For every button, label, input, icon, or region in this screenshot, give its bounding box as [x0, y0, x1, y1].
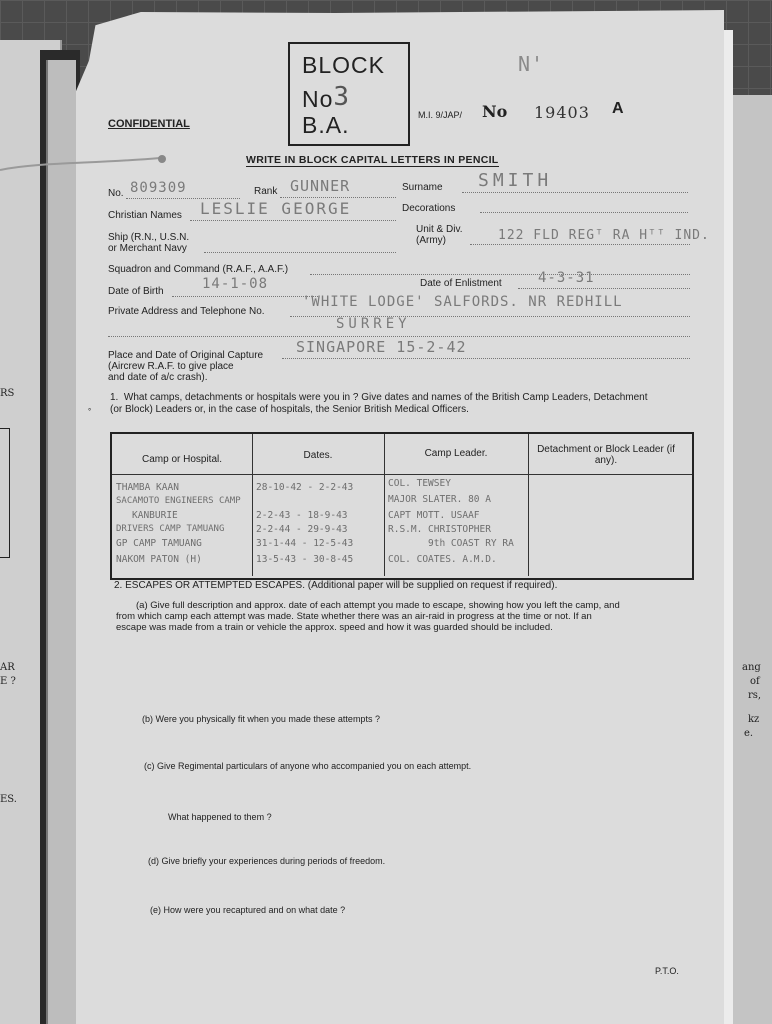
- q1-text-2: (or Block) Leaders or, in the case of hospitals, the Senior British Medical Officers.: [110, 404, 469, 415]
- christian-names-line: [190, 220, 396, 221]
- q2d-text: (d) Give briefly your experiences during periods of freedom.: [148, 856, 386, 866]
- right-margin-text: ang: [742, 662, 761, 673]
- table-row: DRIVERS CAMP TAMUANG: [116, 524, 225, 534]
- date-of-birth-value: 14-1-08: [202, 276, 269, 292]
- address-line-2: [108, 336, 690, 337]
- service-no-label: No.: [108, 188, 124, 199]
- table-row: THAMBA KAAN: [116, 482, 179, 493]
- table-row: GP CAMP TAMUANG: [116, 538, 202, 549]
- q1-bullet: °: [88, 407, 92, 416]
- q2a-text-3: escape was made from a train or vehicle the approx. speed and how it was guarded should be included.: [116, 622, 553, 633]
- ship-label-2: or Merchant Navy: [108, 243, 187, 254]
- table-cell-leader: 9th COAST RY RA: [428, 538, 514, 549]
- left-page-table-edge: [0, 428, 10, 558]
- table-cell-dates: 2-2-44 - 29-9-43: [256, 524, 348, 535]
- surname-line: [462, 192, 688, 193]
- right-margin-text: of: [750, 676, 760, 687]
- unit-value: 122 FLD REGᵀ RA Hᵀᵀ IND.: [498, 228, 710, 243]
- capture-label: Place and Date of Original Capture: [108, 350, 264, 361]
- table-row: SACAMOTO ENGINEERS CAMP: [116, 496, 241, 506]
- camps-table: [110, 432, 694, 580]
- block-stamp: [288, 42, 410, 146]
- instruction-heading: WRITE IN BLOCK CAPITAL LETTERS IN PENCIL: [246, 154, 499, 166]
- unit-line: [470, 244, 690, 245]
- q2a-text-2: from which camp each attempt was made. State whether there was an air-raid in progress at the time or not. If an: [116, 611, 592, 622]
- rank-line: [280, 197, 396, 198]
- rank-label: Rank: [254, 186, 278, 197]
- right-margin-text: kz: [748, 714, 760, 725]
- ship-label: Ship (R.N., U.S.N.: [108, 232, 190, 243]
- pto-label: P.T.O.: [655, 966, 679, 976]
- table-cell-dates: 13-5-43 - 30-8-45: [256, 554, 354, 565]
- form-reference: M.I. 9/JAP/: [418, 110, 463, 120]
- table-cell-leader: COL. COATES. A.M.D.: [388, 554, 497, 565]
- table-cell-dates: 31-1-44 - 12-5-43: [256, 538, 354, 549]
- left-margin-text: AR: [0, 662, 15, 673]
- table-cell-dates: 2-2-43 - 18-9-43: [256, 510, 348, 521]
- ship-line: [204, 252, 396, 253]
- rank-value: GUNNER: [290, 177, 351, 195]
- header-camp: Camp or Hospital.: [141, 454, 223, 465]
- table-row: KANBURIE: [132, 510, 178, 521]
- squadron-line: [310, 274, 690, 275]
- christian-names-value: LESLIE GEORGE: [200, 199, 352, 218]
- classification: CONFIDENTIAL: [108, 118, 190, 130]
- header-dates: Dates.: [303, 450, 333, 461]
- stamp-block-label: BLOCK: [302, 52, 385, 78]
- decorations-label: Decorations: [402, 203, 456, 214]
- address-label: Private Address and Telephone No.: [108, 306, 265, 317]
- date-of-birth-line: [172, 296, 318, 297]
- decorations-line: [480, 212, 688, 213]
- form-suffix: A: [612, 100, 624, 117]
- surname-value: SMITH: [478, 170, 553, 191]
- number-label: No: [482, 102, 508, 121]
- unit-label: Unit & Div.: [416, 224, 463, 235]
- stamp-ba-label: B.A.: [302, 112, 350, 138]
- handwritten-top-note: N': [518, 52, 545, 76]
- string-tie-icon: [0, 150, 180, 180]
- service-no-value: 809309: [130, 180, 187, 196]
- enlistment-line: [518, 288, 690, 289]
- q2-heading: 2. ESCAPES OR ATTEMPTED ESCAPES. (Additional paper will be supplied on request if required).: [114, 580, 558, 591]
- table-cell-leader: R.S.M. CHRISTOPHER: [388, 524, 491, 535]
- form-number: 19403: [534, 103, 590, 122]
- left-margin-text: ES.: [0, 794, 17, 805]
- header-camp-leader: Camp Leader.: [424, 448, 488, 459]
- table-row: NAKOM PATON (H): [116, 554, 202, 565]
- enlistment-value: 4-3-31: [538, 270, 595, 286]
- q2a-text: (a) Give full description and approx. date of each attempt you made to escape, showing how you left the camp, and: [136, 600, 620, 611]
- left-margin-text: E ?: [0, 676, 16, 687]
- address-value-2: SURREY: [336, 316, 411, 332]
- q2c-text: (c) Give Regimental particulars of anyone who accompanied you on each attempt.: [144, 761, 472, 771]
- unit-label-2: (Army): [416, 235, 446, 246]
- capture-label-2: (Aircrew R.A.F. to give place: [108, 361, 234, 372]
- squadron-label: Squadron and Command (R.A.F., A.A.F.): [108, 264, 289, 275]
- table-cell-leader: COL. TEWSEY: [388, 478, 451, 489]
- enlistment-label: Date of Enlistment: [420, 278, 502, 289]
- table-cell-leader: CAPT MOTT. USAAF: [388, 510, 480, 521]
- capture-label-3: and date of a/c crash).: [108, 372, 208, 383]
- q1-text: 1. What camps, detachments or hospitals were you in ? Give dates and names of the British Camp Leaders, Detachment: [110, 392, 648, 403]
- left-margin-text: RS: [0, 388, 15, 399]
- table-cell-dates: 28-10-42 - 2-2-43: [256, 482, 354, 493]
- header-detachment: Detachment or Block Leader (if any).: [537, 444, 675, 466]
- stamp-number-label: No3: [302, 82, 351, 112]
- capture-line: [282, 358, 690, 359]
- q2c-followup: What happened to them ?: [168, 812, 272, 822]
- address-value-1: 'WHITE LODGE' SALFORDS. NR REDHILL: [302, 294, 623, 310]
- date-of-birth-label: Date of Birth: [108, 286, 164, 297]
- q2e-text: (e) How were you recaptured and on what date ?: [150, 905, 346, 915]
- q2b-text: (b) Were you physically fit when you made these attempts ?: [142, 714, 380, 724]
- surname-label: Surname: [402, 182, 443, 193]
- right-margin-text: e.: [744, 728, 754, 739]
- right-margin-text: rs,: [748, 690, 762, 701]
- christian-names-label: Christian Names: [108, 210, 182, 221]
- capture-value: SINGAPORE 15-2-42: [296, 338, 467, 356]
- table-cell-leader: MAJOR SLATER. 80 A: [388, 494, 491, 505]
- binder-inner-edge: [46, 60, 76, 1024]
